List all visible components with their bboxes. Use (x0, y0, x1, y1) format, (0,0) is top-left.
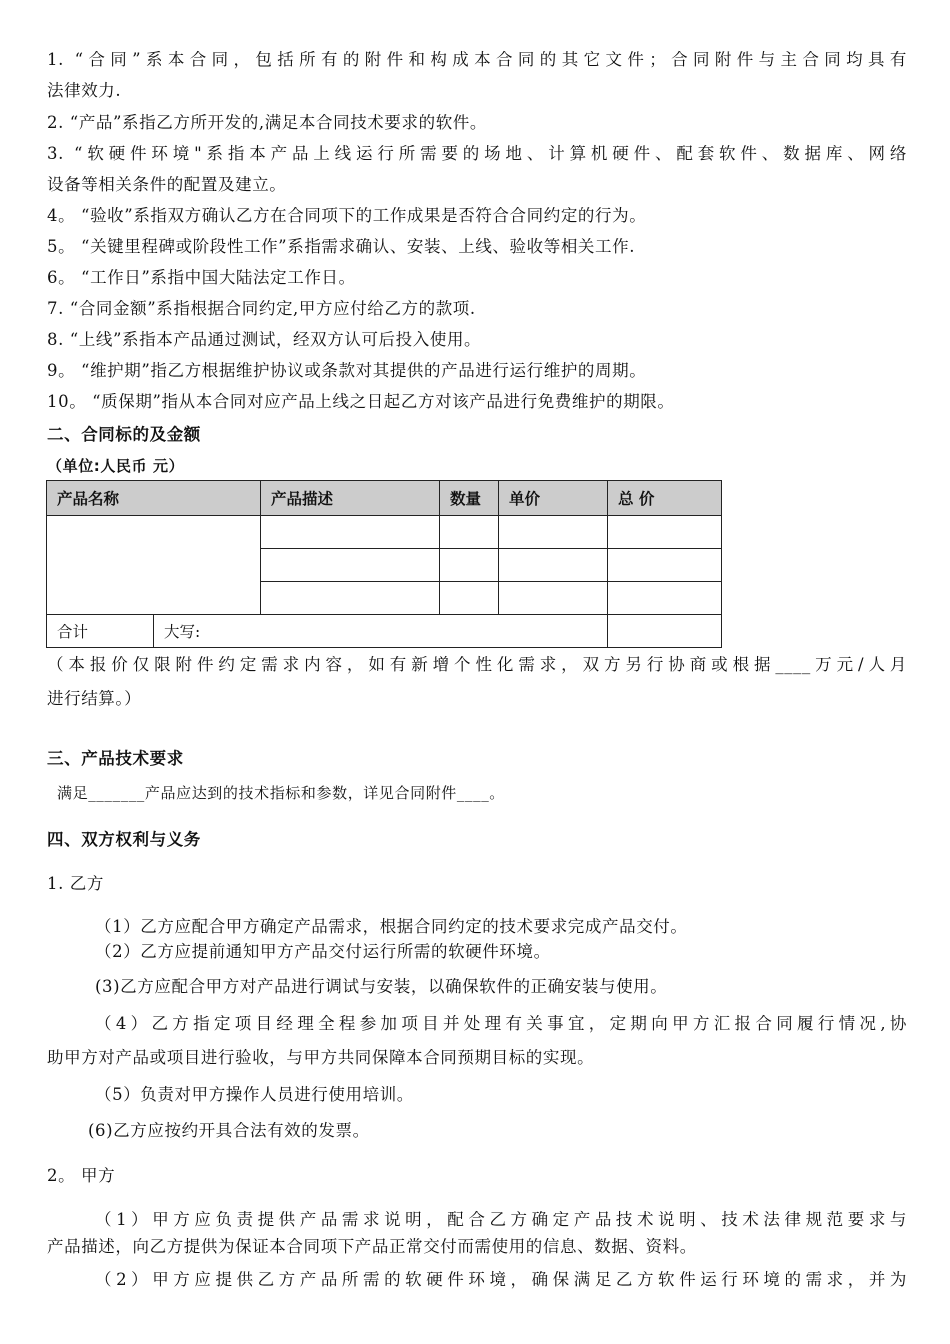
product-name-cell[interactable] (47, 516, 261, 615)
tech-requirement-text: 满足_______产品应达到的技术指标和参数，详见合同附件____。 (57, 784, 505, 802)
party-b-item-6: (6)乙方应按约开具合法有效的发票。 (88, 1121, 370, 1140)
party-a-label: 2。 甲方 (47, 1166, 116, 1185)
total-price-cell[interactable] (608, 549, 722, 582)
definition-9: 9。 “维护期”指乙方根据维护协议或条款对其提供的产品进行运行维护的周期。 (47, 361, 647, 380)
party-a-item-2-line-1: （2）甲方应提供乙方产品所需的软硬件环境，确保满足乙方软件运行环境的需求，并为 (95, 1270, 907, 1289)
definition-1-line-1: 1. “合同”系本合同，包括所有的附件和构成本合同的其它文件；合同附件与主合同均具有 (47, 50, 907, 69)
definition-3-line-1: 3. “软硬件环境"系指本产品上线运行所需要的场地、计算机硬件、配套软件、数据库、网络 (47, 144, 907, 163)
header-product-desc: 产品描述 (261, 481, 440, 516)
party-b-item-4-line-1: （4）乙方指定项目经理全程参加项目并处理有关事宜，定期向甲方汇报合同履行情况,协 (95, 1014, 907, 1033)
unit-price-cell[interactable] (499, 582, 608, 615)
unit-price-cell[interactable] (499, 516, 608, 549)
product-desc-cell[interactable] (261, 582, 440, 615)
definition-10: 10。 “质保期”指从本合同对应产品上线之日起乙方对该产品进行免费维护的期限。 (47, 392, 675, 411)
definition-6: 6。 “工作日”系指中国大陆法定工作日。 (47, 268, 356, 287)
quantity-cell[interactable] (440, 516, 499, 549)
header-total-price: 总 价 (608, 481, 722, 516)
sum-label: 合计 (47, 615, 154, 648)
header-unit-price: 单价 (499, 481, 608, 516)
party-b-item-3: (3)乙方应配合甲方对产品进行调试与安装，以确保软件的正确安装与使用。 (95, 977, 668, 996)
section-4-heading: 四、双方权利与义务 (47, 830, 201, 849)
party-b-item-5: （5）负责对甲方操作人员进行使用培训。 (95, 1085, 414, 1104)
quantity-cell[interactable] (440, 549, 499, 582)
table-row (47, 516, 722, 549)
pricing-note-line-2: 进行结算。） (47, 689, 142, 708)
definition-8: 8. “上线”系指本产品通过测试，经双方认可后投入使用。 (47, 330, 482, 349)
section-3-heading: 三、产品技术要求 (47, 749, 184, 768)
header-product-name: 产品名称 (47, 481, 261, 516)
party-a-item-1-line-2: 产品描述，向乙方提供为保证本合同项下产品正常交付而需使用的信息、数据、资料。 (47, 1237, 697, 1256)
currency-unit-label: （单位:人民币 元） (47, 457, 185, 475)
section-2-heading: 二、合同标的及金额 (47, 425, 201, 444)
quantity-cell[interactable] (440, 582, 499, 615)
definition-5: 5。 “关键里程碑或阶段性工作”系指需求确认、安装、上线、验收等相关工作. (47, 237, 636, 256)
total-price-cell[interactable] (608, 516, 722, 549)
definition-3-line-2: 设备等相关条件的配置及建立。 (47, 175, 287, 194)
header-quantity: 数量 (440, 481, 499, 516)
definition-2: 2. “产品”系指乙方所开发的,满足本合同技术要求的软件。 (47, 113, 488, 132)
pricing-note-line-1: （本报价仅限附件约定需求内容，如有新增个性化需求，双方另行协商或根据____万元/人月 (47, 655, 907, 674)
amount-in-words-cell[interactable]: 大写: (154, 615, 608, 648)
product-desc-cell[interactable] (261, 549, 440, 582)
total-price-cell[interactable] (608, 582, 722, 615)
quote-table-header-row (47, 481, 722, 516)
party-a-item-1-line-1: （1）甲方应负责提供产品需求说明，配合乙方确定产品技术说明、技术法律规范要求与 (95, 1210, 907, 1229)
party-b-item-4-line-2: 助甲方对产品或项目进行验收，与甲方共同保障本合同预期目标的实现。 (47, 1048, 595, 1067)
unit-price-cell[interactable] (499, 549, 608, 582)
party-b-item-2: （2）乙方应提前通知甲方产品交付运行所需的软硬件环境。 (95, 942, 551, 961)
quote-table-footer-row (47, 615, 722, 648)
quote-table (46, 480, 722, 648)
product-desc-cell[interactable] (261, 516, 440, 549)
party-b-item-1: （1）乙方应配合甲方确定产品需求，根据合同约定的技术要求完成产品交付。 (95, 917, 688, 936)
party-b-label: 1. 乙方 (47, 874, 104, 893)
definition-1-line-2: 法律效力. (47, 81, 122, 100)
definition-4: 4。 “验收”系指双方确认乙方在合同项下的工作成果是否符合合同约定的行为。 (47, 206, 647, 225)
definition-7: 7. “合同金额”系指根据合同约定,甲方应付给乙方的款项. (47, 299, 476, 318)
sum-total-cell[interactable] (608, 615, 722, 648)
